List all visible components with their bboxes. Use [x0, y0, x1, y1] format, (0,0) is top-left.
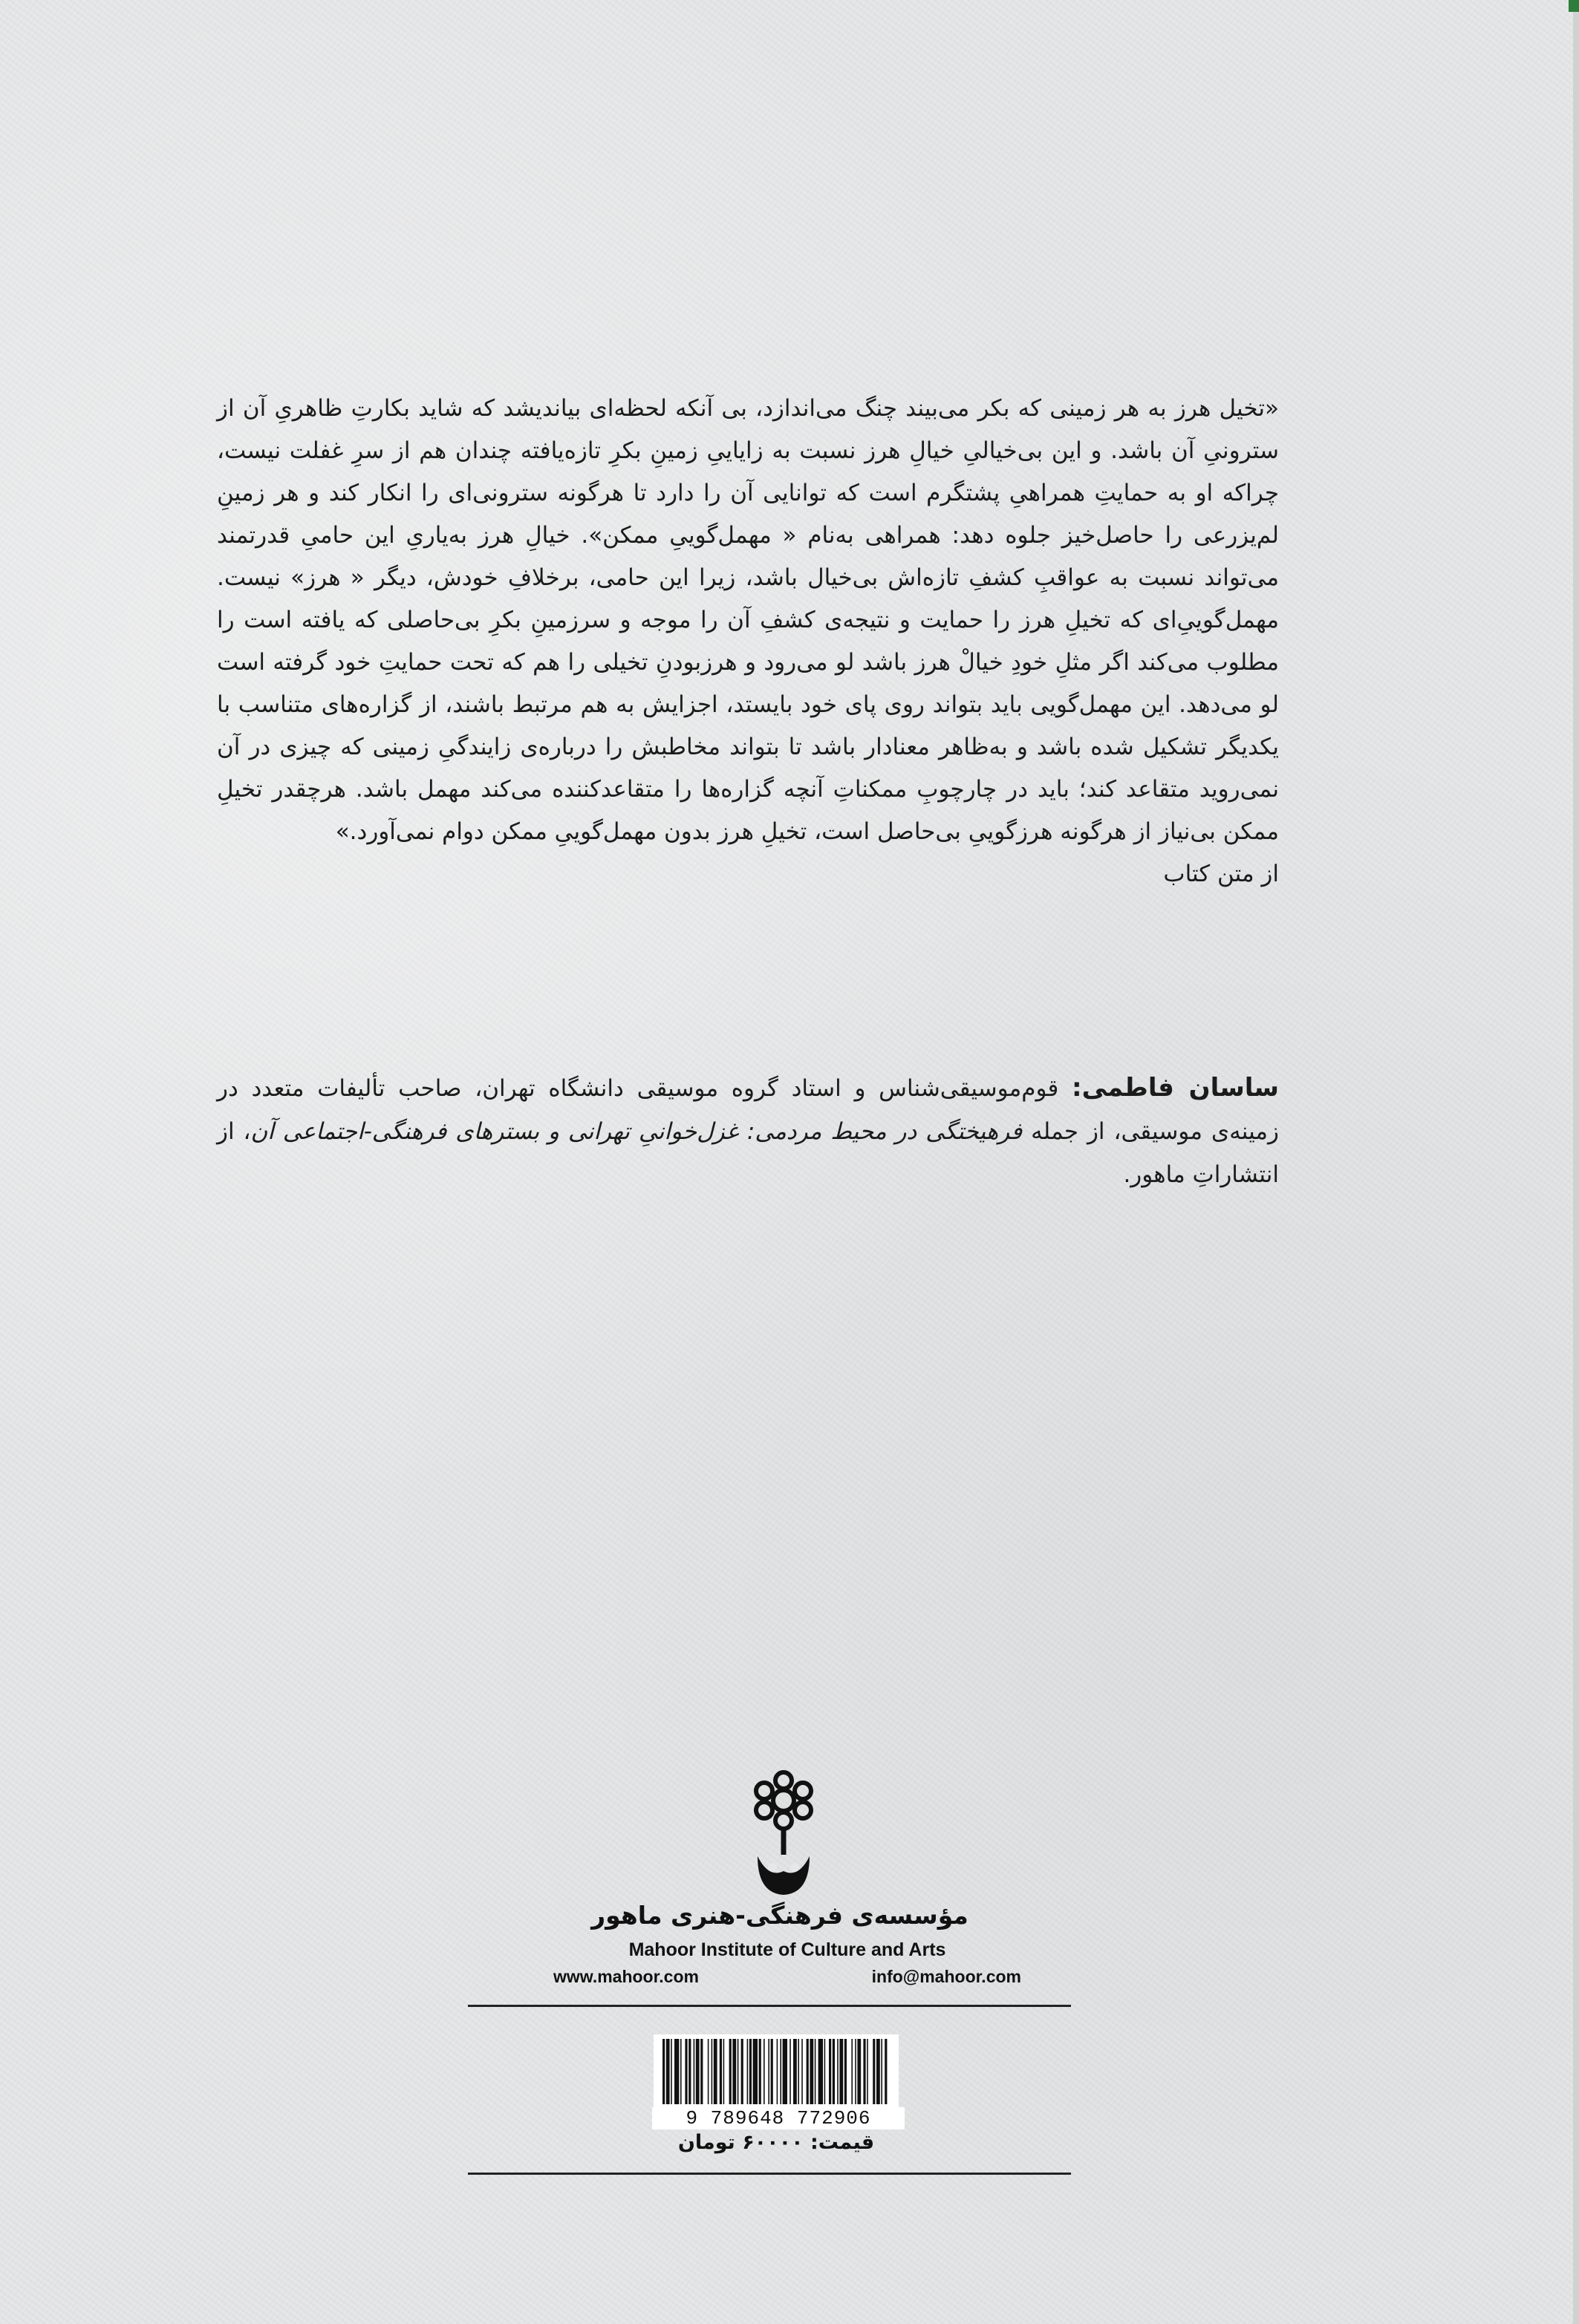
barcode-bar	[700, 2039, 703, 2104]
barcode-bar	[844, 2039, 847, 2104]
barcode-bar	[747, 2039, 749, 2104]
barcode-bar	[666, 2039, 670, 2104]
publisher-name-fa: مؤسسه‌ی فرهنگی-هنری ماهور	[591, 1901, 968, 1930]
barcode-bar	[780, 2039, 781, 2104]
barcode-bar	[714, 2039, 717, 2104]
barcode-bar	[777, 2039, 778, 2104]
barcode-bar	[694, 2039, 695, 2104]
barcode-bar	[833, 2039, 835, 2104]
bottom-divider	[468, 2173, 1071, 2175]
barcode-bar	[829, 2039, 831, 2104]
barcode-bar	[837, 2039, 839, 2104]
barcode-bar	[815, 2039, 816, 2104]
barcode-bar	[729, 2039, 732, 2104]
barcode-bar	[771, 2039, 773, 2104]
excerpt-paragraph: «تخیل هرز به هر زمینی که بکر می‌بیند چنگ می‌اندازد، بی آنکه لحظه‌ای بیاندیشد که شاید بکارتِ ظاهریِ آن از سترونیِ آن باشد. و این بی‌خیالیِ خیالِ هرز نسبت به زایاییِ زمینِ بکرِ تازه‌یافته چندان هم از سرِ غفلت نیست، چراکه او به حمایتِ همراهیِ پشتگرم است که توانایی آن را دارد تا هرگونه سترونی‌ای را انکار کند و هر زمینِ لم‌یزرعی را حاصل‌خیز جلوه دهد: همراهی به‌نام « مهمل‌گوییِ ممکن». خیالِ هرز به‌یاریِ این حامیِ قدرتمند می‌تواند نسبت به عواقبِ کشفِ تازه‌اش بی‌خیال باشد، زیرا این حامی، برخلافِ خودش، دیگر « هرز» نیست. مهمل‌گوییِ‌ای که تخیلِ هرز را حمایت و نتیجه‌ی کشفِ آن را موجه و سرزمینِ بکرِ بی‌حاصلی که یافته است را مطلوب می‌کند اگر مثلِ خودِ خیالْ هرز باشد لو می‌رود و هرزبودنِ تخیلی را هم که تحت حمایتِ خود گرفته است لو می‌دهد. این مهمل‌گویی باید بتواند روی پای خود بایستد، اجزایش به هم مرتبط باشند، از گزاره‌های متناسب با یکدیگر تشکیل شده باشد و به‌ظاهر معنادار باشد تا بتواند مخاطبش را درباره‌ی زایندگیِ زمینی که چیزی در آن نمی‌روید متقاعد کند؛ باید در چارچوبِ ممکناتِ آنچه گزاره‌ها را متقاعدکننده می‌کند مهمل باشد. هرچقدر تخیلِ ممکن بی‌نیاز از هرگونه هرزگوییِ بی‌حاصل است، تخیلِ هرز بدون مهمل‌گوییِ ممکن دوام نمی‌آورد.»	[217, 395, 1279, 845]
barcode-bar	[818, 2039, 823, 2104]
barcode-bar	[738, 2039, 739, 2104]
barcode-bar	[732, 2039, 736, 2104]
barcode-bar	[753, 2039, 758, 2104]
publisher-website: www.mahoor.com	[553, 1967, 699, 1986]
author-book-title: فرهیختگی در محیط مردمی: غزل‌خوانیِ تهرانی و بسترهای فرهنگی-اجتماعی آن	[250, 1118, 1023, 1145]
barcode-bar	[720, 2039, 722, 2104]
barcode-bar	[759, 2039, 761, 2104]
barcode-bar	[680, 2039, 682, 2104]
barcode-bar	[855, 2039, 856, 2104]
barcode-bar	[801, 2039, 803, 2104]
author-bio-text-1: قوم‌موسیقی‌شناس و استاد گروه موسیقی دانشگاه تهران، صاحب تألیفات متعدد در زمینه‌ی موسیقی، از جمله	[217, 1075, 1280, 1145]
barcode-bar	[723, 2039, 725, 2104]
barcode-bar	[851, 2039, 853, 2104]
barcode-bar	[712, 2039, 713, 2104]
barcode-bar	[685, 2039, 687, 2104]
barcode-bar	[793, 2039, 797, 2104]
barcode-bar	[810, 2039, 813, 2104]
top-divider	[468, 2005, 1071, 2007]
barcode-bar	[764, 2039, 765, 2104]
barcode-bar	[674, 2039, 679, 2104]
publisher-name-en: Mahoor Institute of Culture and Arts	[628, 1939, 946, 1960]
barcode-bar	[824, 2039, 826, 2104]
green-corner	[1569, 0, 1579, 12]
author-name: ساسان فاطمی:	[1072, 1073, 1279, 1103]
barcode	[654, 2034, 899, 2116]
publisher-email: info@mahoor.com	[871, 1967, 1021, 1986]
excerpt-source: از متن کتاب	[1163, 861, 1279, 887]
barcode-digits: 9 789648 772906	[652, 2107, 905, 2129]
barcode-bar	[696, 2039, 700, 2104]
barcode-bar	[839, 2039, 843, 2104]
barcode-bar	[857, 2039, 861, 2104]
barcode-bar	[708, 2039, 709, 2104]
barcode-bar	[798, 2039, 799, 2104]
barcode-bar	[741, 2039, 743, 2104]
barcode-bar	[873, 2039, 875, 2104]
publisher-contacts	[553, 1967, 1021, 1987]
barcode-bar	[688, 2039, 691, 2104]
barcode-bar	[807, 2039, 809, 2104]
barcode-bar	[671, 2039, 672, 2104]
cover-edge	[1573, 0, 1579, 2324]
barcode-bar	[790, 2039, 791, 2104]
barcode-bar	[768, 2039, 769, 2104]
author-bio-text-2: ، از انتشاراتِ ماهور.	[217, 1118, 1279, 1188]
mahoor-logo-icon	[728, 1767, 839, 1916]
barcode-bar	[881, 2039, 882, 2104]
barcode-bar	[885, 2039, 887, 2104]
barcode-bar	[783, 2039, 787, 2104]
barcode-bar	[876, 2039, 880, 2104]
author-bio	[217, 1066, 1279, 1196]
price: قیمت: ۶۰۰۰۰ تومان	[677, 2131, 875, 2154]
barcode-bar	[863, 2039, 865, 2104]
barcode-bar	[749, 2039, 752, 2104]
book-excerpt	[217, 388, 1279, 895]
barcode-bar	[867, 2039, 868, 2104]
barcode-bar	[662, 2039, 665, 2104]
